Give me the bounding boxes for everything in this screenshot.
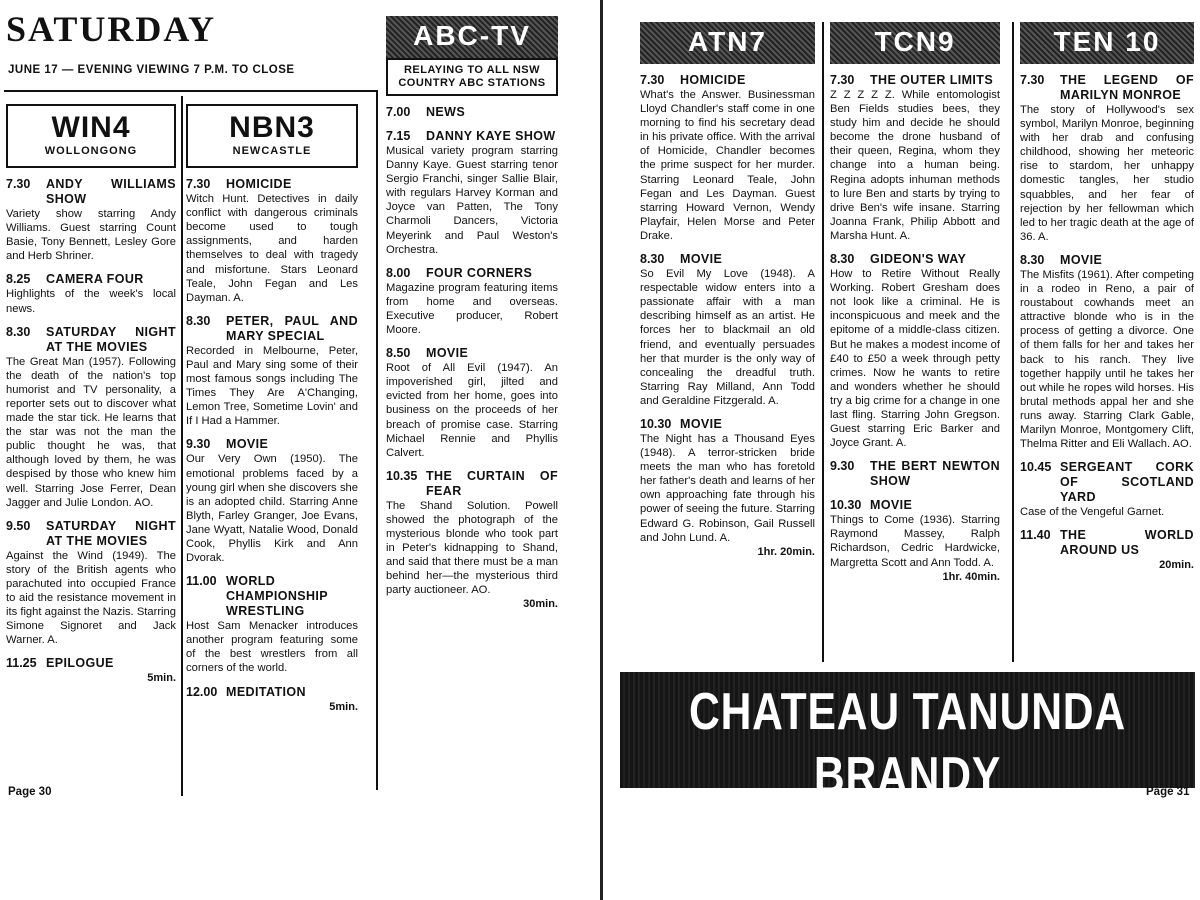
program-heading	[186, 685, 358, 700]
program-listing	[186, 314, 358, 429]
program-listing	[6, 519, 176, 648]
program-heading	[6, 325, 176, 355]
program-title: THE BERT NEWTON SHOW	[870, 459, 1000, 489]
program-listing	[6, 656, 176, 685]
program-duration: 5min.	[147, 672, 176, 685]
program-list	[6, 177, 176, 685]
ad-brand: CHATEAU TANUNDA BRANDY	[688, 683, 1127, 805]
win4-column	[6, 104, 176, 685]
program-description: The story of Hollywood's sex symbol, Marilyn Monroe, beginning with her drab and confusing childhood, showing her meteoric rise to stardom, her unhappy domestic tangles, her studio squabbles, and her fear of rejection by her fellowman which led to her tragic death at the age of 36. A.	[1020, 104, 1194, 243]
nbn3-column	[186, 104, 358, 714]
program-listing	[186, 437, 358, 565]
program-description: Against the Wind (1949). The story of the British agents who parachuted into occupied France to aid the resistance movement in its fight against the Nazis. Starring Simone Signoret and Jack Warner. A.	[6, 549, 176, 647]
atn7-column	[640, 22, 815, 559]
station-box-nbn3	[186, 104, 358, 168]
program-listing	[386, 105, 558, 120]
program-heading	[830, 252, 1000, 267]
program-listing	[640, 252, 815, 408]
program-description: Magazine program featuring items from home and overseas. Executive producer, Robert Moore.	[386, 281, 558, 337]
program-title: MOVIE	[680, 252, 723, 267]
program-listing	[1020, 528, 1194, 572]
program-listing	[386, 469, 558, 612]
program-title: WORLD CHAMPIONSHIP WRESTLING	[226, 574, 329, 619]
program-description: Recorded in Melbourne, Peter, Paul and Mary sing some of their most famous songs including The Times They Are A'Changing, Lemon Tree, Sometime Lovin' and If I Had a Hammer.	[186, 344, 358, 428]
program-heading	[386, 469, 558, 499]
program-heading	[1020, 460, 1194, 505]
program-time: 10.30	[640, 416, 672, 431]
program-time: 10.45	[1020, 460, 1052, 475]
program-description: The Night has a Thousand Eyes (1948). A terror-stricken bride meets the man who has foretold her father's death and learns of her own approaching fate through his power of seeing the future. Starring Edward G. Robinson, Gail Russell and John Lund. A.	[640, 432, 815, 544]
page-number: Page 30	[8, 786, 52, 798]
program-time: 8.50	[386, 346, 411, 361]
program-time: 9.30	[186, 437, 211, 452]
program-heading	[386, 105, 558, 120]
program-time: 10.30	[830, 498, 862, 513]
program-listing	[830, 459, 1000, 489]
program-heading	[830, 459, 1000, 489]
program-description: What's the Answer. Businessman Lloyd Chandler's staff come in one morning to find his secretary dead in his private office. With the arrival of Homicide, Chandler becomes the prime suspect for her murder. Starring Leonard Teale, John Fegan and Les Dayman. Guest starring Howard Vernon, Wendy Playfair, Helen Morse and Peter Drake.	[640, 89, 815, 242]
program-listing	[830, 498, 1000, 583]
program-title: CAMERA FOUR	[46, 272, 144, 287]
program-time: 8.30	[830, 252, 855, 267]
page-title: SATURDAY	[6, 9, 217, 49]
program-description: The Great Man (1957). Following the death of the nation's top humorist and TV personality, a reporter sets out to discover what made the star tick. He learns that the star was not the man the public thought he was, that although loved by them, he was despised by those who knew him well. Starring Jose Ferrer, Dean Jagger and Julie London. AO.	[6, 355, 176, 509]
program-title: DANNY KAYE SHOW	[426, 129, 556, 143]
program-heading	[386, 129, 558, 144]
program-description: Root of All Evil (1947). An impoverished girl, jilted and evicted from her home, goes into business on the proceeds of her breach of promise case. Starring Michael Rennie and Phyllis Calvert.	[386, 362, 558, 459]
program-listing	[186, 177, 358, 305]
program-time: 11.40	[1020, 528, 1051, 543]
program-heading	[1020, 528, 1194, 558]
program-time: 7.15	[386, 129, 411, 143]
station-box-win4	[6, 104, 176, 168]
program-listing	[386, 346, 558, 460]
program-heading	[640, 252, 815, 267]
program-listing	[386, 129, 558, 257]
program-title: THE OUTER LIMITS	[870, 73, 994, 87]
program-title: MOVIE	[426, 346, 469, 361]
program-heading	[830, 498, 1000, 513]
program-description: Things to Come (1936). Starring Raymond Massey, Ralph Richardson, Cedric Hardwicke, Margretta Scott and Ann Todd. A.	[830, 514, 1000, 569]
program-title: HOMICIDE	[680, 73, 746, 87]
program-title: THE WORLD AROUND US	[1060, 528, 1194, 558]
station-banner-ten10: TEN 10	[1020, 22, 1194, 64]
program-time: 7.30	[6, 177, 31, 192]
program-title: GIDEON'S WAY	[870, 252, 967, 267]
abc-column	[386, 16, 558, 612]
column-divider	[181, 96, 183, 796]
program-description: The Misfits (1961). After competing in a rodeo in Reno, a pair of roustabout cowhands meet an attractive blonde who is in the process of getting a divorce. One of them falls for her and takes her back to his ranch. They live together happily until he takes her out while he ropes wild horses. His brutal methods appal her and she runs away. Starring Clark Gable, Marilyn Monroe, Montgomery Clift, Thelma Ritter and Eli Wallach. AO.	[1020, 268, 1194, 451]
program-description: Our Very Own (1950). The emotional problems faced by a young girl when she discovers she is an adopted child. Starring Anne Blyth, Farley Granger, Joe Evans, Jane Wyatt, Natalie Wood, Donald Cook, Phyllis Kirk and Ann Dvorak.	[186, 453, 358, 565]
relay-note: RELAYING TO ALL NSW COUNTRY ABC STATIONS	[386, 58, 558, 96]
program-time: 7.30	[640, 73, 665, 87]
program-listing	[1020, 253, 1194, 451]
program-listing	[1020, 73, 1194, 244]
program-title: MOVIE	[1060, 252, 1103, 267]
program-list	[640, 73, 815, 559]
program-duration: 30min.	[523, 598, 558, 611]
station-city: WOLLONGONG	[44, 145, 138, 157]
column-divider	[376, 90, 378, 790]
program-listing	[6, 177, 176, 263]
program-listing	[830, 73, 1000, 243]
program-heading	[640, 73, 815, 88]
program-heading	[186, 177, 358, 192]
program-description: Host Sam Menacker introduces another program featuring some of the best wrestlers from all corners of the world.	[186, 620, 358, 675]
program-description: Musical variety program starring Danny Kaye. Guest starring tenor Sergio Franchi, singer Sallie Blair, with regulars Harvey Korman and Joyce van Patten, The Tony Charmoli Dancers, Victoria Meyerink and Paul Weston's Orchestra.	[386, 145, 558, 256]
program-time: 8.25	[6, 272, 31, 287]
program-heading	[386, 346, 558, 361]
program-list	[830, 73, 1000, 584]
program-duration: 20min.	[1159, 559, 1194, 572]
program-title: ANDY WILLIAMS SHOW	[46, 177, 176, 207]
program-title: HOMICIDE	[226, 177, 292, 192]
program-heading	[6, 519, 176, 549]
program-time: 8.30	[1020, 252, 1045, 267]
program-title: THE LEGEND OF MARILYN MONROE	[1060, 73, 1194, 102]
program-listing	[1020, 460, 1194, 519]
program-description: So Evil My Love (1948). A respectable widow enters into a passionate affair with a man describing himself as an artist. He forces her to blackmail an old friend, and eventually persuades her that murder is the only way of concealing the dreadful truth. Starring Ray Milland, Ann Todd and Geraldine Fitzgerald. A.	[640, 268, 815, 407]
program-description: Z Z Z Z Z. While entomologist Ben Fields studies bees, they study him and decide he should become the drone husband of their queen, Regina, whom they change into a human being. Regina adopts inhuman methods to lure Ben and starts by trying to drive Ben's wife insane. Starring Joanna Frank, Philip Abbott and Marsha Hunt. A.	[830, 89, 1000, 242]
program-time: 12.00	[186, 684, 218, 699]
program-description: The Shand Solution. Powell showed the photograph of the mysterious blonde who took part in Peter's kidnapping to Shand, and said that there must be a man behind her—the mysterious third party auctioneer. AO.	[386, 499, 558, 597]
program-listing	[6, 272, 176, 315]
program-listing	[6, 325, 176, 510]
program-time: 8.30	[186, 313, 211, 328]
program-listing	[640, 417, 815, 559]
program-description: Variety show starring Andy Williams. Guest starring Count Basie, Tony Bennett, Lesley Gore and Herb Shriner.	[6, 208, 176, 263]
program-title: MOVIE	[226, 437, 269, 452]
program-heading	[1020, 73, 1194, 103]
program-time: 7.30	[830, 73, 855, 87]
program-title: MEDITATION	[226, 684, 306, 699]
program-title: PETER, PAUL AND MARY SPECIAL	[226, 313, 358, 343]
program-title: THE CURTAIN OF FEAR	[426, 468, 558, 498]
program-description: Witch Hunt. Detectives in daily conflict with dangerous criminals become used to tough assignments, and harden themselves to deal with tragedy and misfortune. Stars Leonard Teale, John Fegan and Les Dayman. A.	[186, 193, 358, 304]
program-heading	[386, 266, 558, 281]
program-time: 8.30	[6, 324, 31, 339]
station-banner-abc: ABC-TV	[386, 16, 558, 58]
program-listing	[386, 266, 558, 337]
ad-tagline: The Brandy of Distinction	[772, 808, 1043, 837]
program-heading	[6, 177, 176, 207]
program-list	[1020, 73, 1194, 572]
column-divider	[822, 22, 824, 662]
program-description: Highlights of the week's local news.	[6, 288, 176, 315]
program-time: 11.00	[186, 574, 217, 589]
program-heading	[1020, 253, 1194, 268]
program-heading	[186, 314, 358, 344]
program-listing	[186, 574, 358, 675]
column-divider	[1012, 22, 1014, 662]
program-title: SATURDAY NIGHT AT THE MOVIES	[46, 518, 176, 548]
page-number: Page 31	[1146, 786, 1190, 798]
station-banner-atn7: ATN7	[640, 22, 815, 64]
program-description: Case of the Vengeful Garnet.	[1020, 506, 1165, 519]
program-listing	[186, 685, 358, 714]
page-subtitle: JUNE 17 — EVENING VIEWING 7 P.M. TO CLOSE	[8, 64, 295, 76]
program-duration: 1hr. 20min.	[757, 545, 815, 558]
program-time: 8.30	[640, 252, 665, 267]
station-city: NEWCASTLE	[232, 145, 312, 157]
tcn9-column	[830, 22, 1000, 584]
rule	[4, 90, 376, 92]
program-duration: 5min.	[329, 700, 358, 713]
program-title: EPILOGUE	[46, 656, 114, 671]
program-time: 11.25	[6, 656, 37, 671]
program-title: FOUR CORNERS	[426, 265, 533, 280]
ten10-column	[1020, 22, 1194, 572]
program-time: 7.30	[1020, 73, 1045, 87]
program-title: NEWS	[426, 105, 466, 119]
program-list	[386, 105, 558, 612]
station-banner-tcn9: TCN9	[830, 22, 1000, 64]
program-time: 9.30	[830, 459, 855, 474]
program-title: SATURDAY NIGHT AT THE MOVIES	[46, 324, 176, 354]
program-duration: 1hr. 40min.	[942, 570, 1000, 583]
station-call: NBN3	[229, 111, 315, 144]
program-time: 9.50	[6, 518, 31, 533]
station-call: WIN4	[51, 111, 131, 144]
program-description: How to Retire Without Really Working. Robert Gresham does not look like a criminal. He is inconspicuous and meek and the epitome of a middle-class citizen. But he makes a modest income of £40 to £50 a week through petty crimes. Now he wants to retire and wonders whether he should try a big crime for a change in one last fling. Starring John Gregson. Guest starring Eric Barker and Joyce Grant. A.	[830, 268, 1000, 450]
program-heading	[186, 437, 358, 452]
program-time: 7.30	[186, 177, 211, 192]
program-title: MOVIE	[870, 498, 913, 513]
program-heading	[186, 574, 358, 619]
program-time: 8.00	[386, 265, 411, 280]
program-heading	[830, 73, 1000, 88]
program-time: 7.00	[386, 105, 411, 119]
program-title: MOVIE	[680, 416, 723, 431]
program-listing	[830, 252, 1000, 450]
program-time: 10.35	[386, 468, 418, 483]
program-listing	[640, 73, 815, 243]
program-list	[186, 177, 358, 714]
program-heading	[6, 656, 176, 671]
program-title: SERGEANT CORK OF SCOTLAND YARD	[1060, 460, 1194, 505]
program-heading	[6, 272, 176, 287]
program-heading	[640, 417, 815, 432]
